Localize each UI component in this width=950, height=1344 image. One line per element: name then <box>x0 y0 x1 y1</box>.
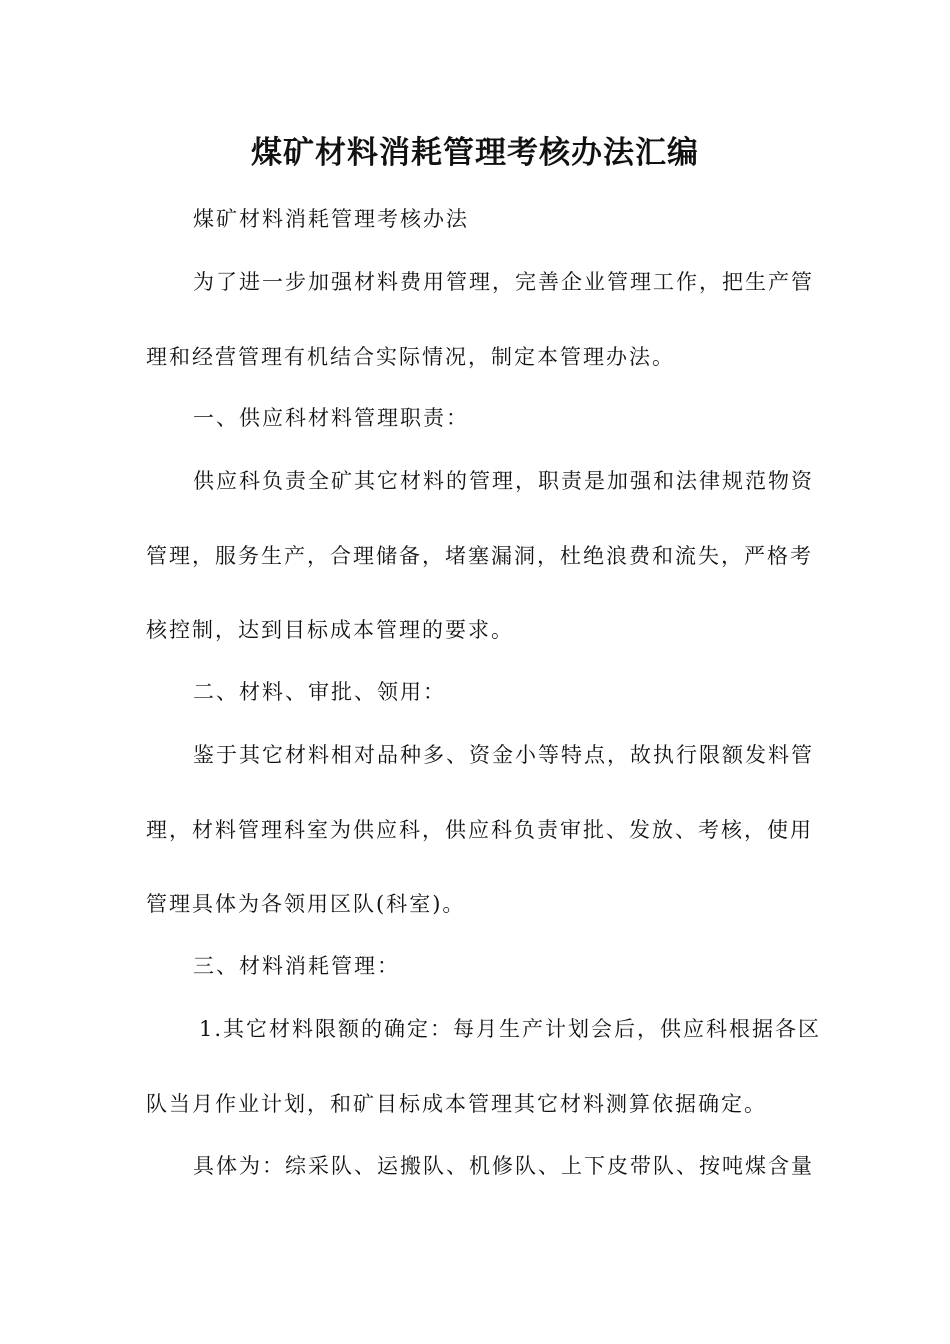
paragraph-line: 具体为：综采队、运搬队、机修队、上下皮带队、按吨煤含量 <box>193 1154 814 1178</box>
section-heading: 三、材料消耗管理： <box>193 954 400 978</box>
paragraph-line: 鉴于其它材料相对品种多、资金小等特点，故执行限额发料管 <box>193 743 814 767</box>
document-title: 煤矿材料消耗管理考核办法汇编 <box>251 135 699 171</box>
paragraph-line: 1.其它材料限额的确定：每月生产计划会后，供应科根据各区 <box>199 1017 822 1041</box>
section-heading: 一、供应科材料管理职责： <box>193 406 469 430</box>
document-subtitle: 煤矿材料消耗管理考核办法 <box>193 207 469 231</box>
paragraph-line: 核控制，达到目标成本管理的要求。 <box>146 618 514 642</box>
section-heading: 二、材料、审批、领用： <box>193 680 446 704</box>
paragraph-line: 管理具体为各领用区队(科室)。 <box>146 892 466 916</box>
paragraph-line: 供应科负责全矿其它材料的管理，职责是加强和法律规范物资 <box>193 469 814 493</box>
paragraph-line: 管理，服务生产，合理储备，堵塞漏洞，杜绝浪费和流失，严格考 <box>146 544 813 568</box>
paragraph-line: 为了进一步加强材料费用管理，完善企业管理工作，把生产管 <box>193 270 814 294</box>
paragraph-line: 理，材料管理科室为供应科，供应科负责审批、发放、考核，使用 <box>146 818 813 842</box>
paragraph-line: 理和经营管理有机结合实际情况，制定本管理办法。 <box>146 345 675 369</box>
paragraph-line: 队当月作业计划，和矿目标成本管理其它材料测算依据确定。 <box>146 1092 767 1116</box>
